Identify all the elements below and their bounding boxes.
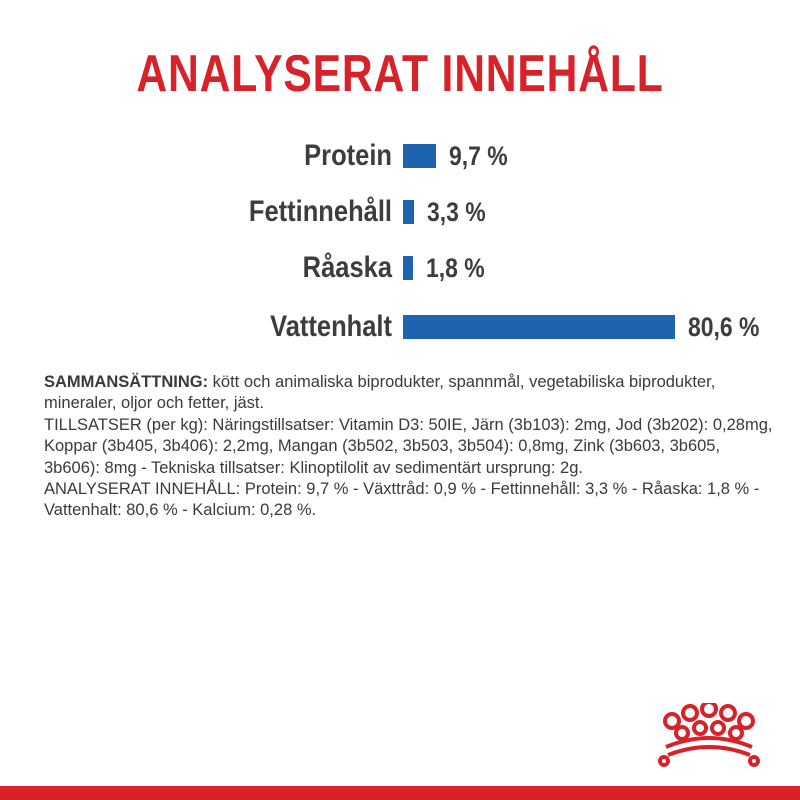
bar: [403, 200, 414, 224]
value-label: 9,7 %: [448, 141, 508, 171]
composition-text: [44, 372, 779, 522]
value-label: 3,3 %: [427, 197, 486, 227]
bottom-bar: [0, 786, 800, 800]
value-label: 1,8 %: [426, 253, 485, 283]
category-label: Protein: [304, 139, 392, 172]
bar: [403, 144, 436, 168]
bar: [403, 315, 675, 339]
bar-chart: [0, 0, 800, 360]
category-label: Fettinnehåll: [248, 195, 392, 228]
analysis-text: ANALYSERAT INNEHÅLL: Protein: 9,7 % - Växttråd: 0,9 % - Fettinnehåll: 3,3 % - Råaska: 1,8 % - Vattenhalt: 80,6 % - Kalcium: 0,28 %.: [44, 480, 760, 520]
ingredients-text: kött och animaliska biprodukter, spannmål, vegetabiliska biprodukter, mineraler, oljor och fetter, jäst.: [44, 373, 716, 413]
crown-icon: [654, 703, 764, 776]
composition-heading: SAMMANSÄTTNING:: [44, 373, 209, 391]
additives-text: TILLSATSER (per kg): Näringstillsatser: Vitamin D3: 50IE, Järn (3b103): 2mg, Jod (3b202): 0,28mg, Koppar (3b405, 3b406): 2,2mg, Mangan (3b502, 3b503, 3b504): 0,8mg, Zink (3b603, 3b605, 3b606): 8mg - Tekniska tillsatser: Klinoptilolit av sedimentärt ursprung: 2g.: [44, 415, 773, 477]
page-title: ANALYSERAT INNEHÅLL: [136, 45, 664, 103]
category-label: Råaska: [302, 251, 392, 284]
value-label: 80,6 %: [688, 312, 760, 342]
bar: [403, 256, 413, 280]
category-label: Vattenhalt: [270, 310, 392, 343]
